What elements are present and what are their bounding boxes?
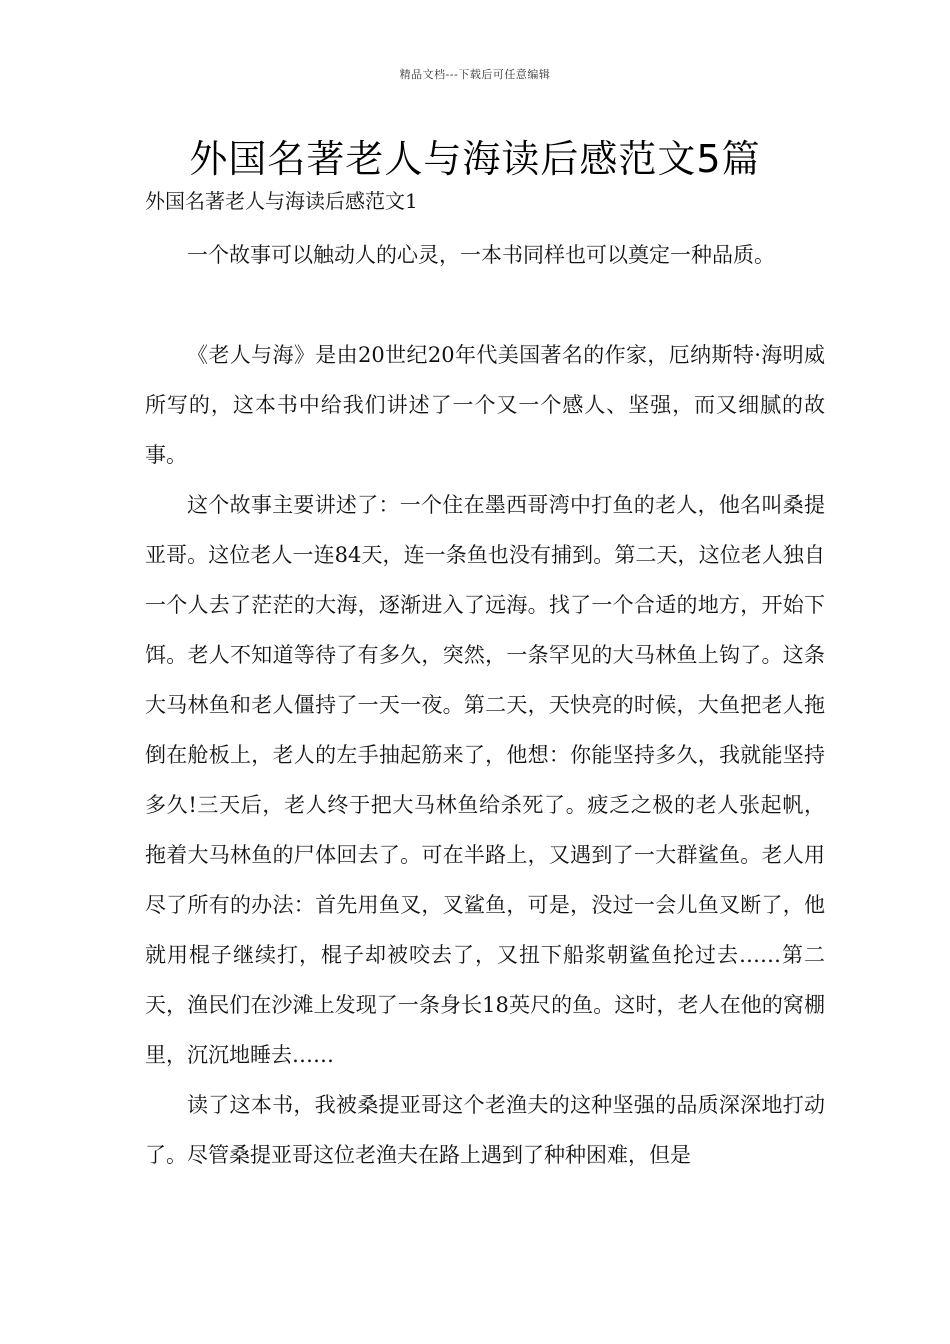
paragraph-4: 读了这本书，我被桑提亚哥这个老渔夫的这种坚强的品质深深地打动了。尽管桑提亚哥这位老渔夫在路上遇到了种种困难，但是 — [145, 1093, 825, 1167]
paragraph-3: 这个故事主要讲述了：一个住在墨西哥湾中打鱼的老人，他名叫桑提亚哥。这位老人一连84天，连一条鱼也没有捕到。第二天，这位老人独自一个人去了茫茫的大海，逐渐进入了远海。找了一个合适的地方，开始下饵。老人不知道等待了有多久，突然，一条罕见的大马林鱼上钩了。这条大马林鱼和老人僵持了一天一夜。第二天，天快亮的时候，大鱼把老人拖倒在舱板上，老人的左手抽起筋来了，他想：你能坚持多久，我就能坚持多久!三天后，老人终于把大马林鱼给杀死了。疲乏之极的老人张起帆，拖着大马林鱼的尸体回去了。可在半路上，又遇到了一大群鲨鱼。老人用尽了所有的办法：首先用鱼叉，叉鲨鱼，可是，没过一会儿鱼叉断了，他就用棍子继续打，棍子却被咬去了，又扭下船浆朝鲨鱼抡过去……第二天，渔民们在沙滩上发现了一条身长18英尺的鱼。这时，老人在他的窝棚里，沉沉地睡去…… — [145, 493, 825, 1067]
page-header: 精品文档---下载后可任意编辑 — [399, 68, 551, 81]
paragraph-1: 一个故事可以触动人的心灵，一本书同样也可以奠定一种品质。 — [187, 243, 775, 267]
section-subtitle: 外国名著老人与海读后感范文1 — [145, 189, 418, 213]
paragraph-2: 《老人与海》是由20世纪20年代美国著名的作家，厄纳斯特·海明威所写的，这本书中给我们讲述了一个又一个感人、坚强，而又细腻的故事。 — [145, 343, 825, 467]
document-body — [145, 230, 825, 1180]
document-title: 外国名著老人与海读后感范文5篇 — [189, 137, 761, 181]
